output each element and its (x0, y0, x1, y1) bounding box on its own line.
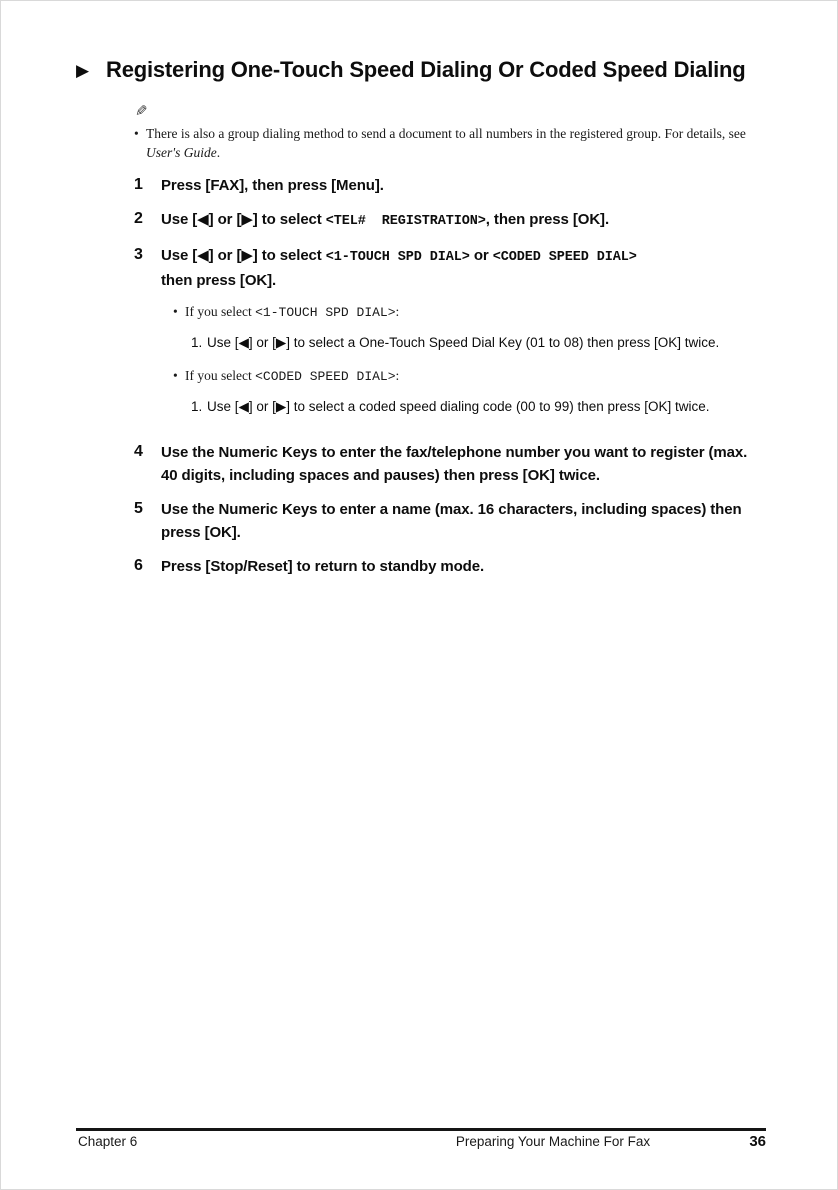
step-text-segment: Use [◀] or [▶] to select (161, 211, 326, 228)
footer-chapter: Chapter 6 (78, 1134, 138, 1149)
lcd-code: <CODED SPEED DIAL> (255, 369, 396, 384)
step-text (161, 208, 753, 233)
step-number: 5 (134, 500, 143, 517)
sub-option-1-instruction (191, 333, 753, 352)
sub-condition-text (185, 366, 399, 386)
step-text: Use the Numeric Keys to enter the fax/telephone number you want to register (max. 40 digits, including spaces and pauses) then press [OK] twice. (161, 444, 748, 484)
lcd-code: <TEL# REGISTRATION> (325, 214, 486, 229)
step-text: Press [FAX], then press [Menu]. (161, 177, 384, 194)
step-3-sub-options (161, 302, 753, 416)
step-number: 6 (134, 557, 143, 574)
page-content (1, 1, 837, 578)
step-3-line-2: then press [OK]. (161, 272, 277, 289)
section-arrow-icon: ▶ (76, 61, 90, 80)
sub-item-text: Use [◀] or [▶] to select a One-Touch Speed Dial Key (01 to 08) then press [OK] twice. (207, 335, 720, 350)
step-text-segment: or (469, 247, 493, 264)
sub-text-segment: If you select (185, 368, 256, 383)
step-3-line-1 (161, 244, 753, 269)
lcd-code: <1-TOUCH SPD DIAL> (325, 250, 470, 265)
sub-text-segment: : (395, 304, 400, 319)
bullet: • (173, 304, 178, 319)
step-6 (134, 555, 764, 578)
step-number: 2 (134, 210, 143, 227)
step-text: Use the Numeric Keys to enter a name (max. 16 characters, including spaces) then press [OK]. (161, 501, 742, 541)
footer-row (76, 1134, 766, 1152)
step-number: 1 (134, 176, 143, 193)
note-bullet: • (134, 126, 139, 141)
sub-item-text: Use [◀] or [▶] to select a coded speed dialing code (00 to 99) then press [OK] twice. (207, 399, 710, 414)
footer-section-title: Preparing Your Machine For Fax (455, 1134, 651, 1149)
sub-option-2-instruction (191, 397, 753, 416)
step-number: 4 (134, 443, 143, 460)
users-guide-reference: User's Guide (146, 145, 217, 160)
note-line (134, 124, 779, 162)
sub-item-number: 1. (191, 399, 203, 414)
step-4 (134, 441, 764, 487)
step-text (161, 244, 753, 430)
sub-item-number: 1. (191, 335, 203, 350)
footer-rule (76, 1128, 766, 1131)
bullet: • (173, 368, 178, 383)
step-number: 3 (134, 246, 143, 263)
step-2 (134, 208, 764, 233)
step-5 (134, 498, 764, 544)
step-text-segment: , then press [OK]. (485, 211, 610, 228)
pencil-icon: ✎ (135, 103, 148, 120)
lcd-code: <CODED SPEED DIAL> (492, 250, 637, 265)
page-footer (76, 1128, 766, 1152)
sub-text-segment: : (395, 368, 400, 383)
section-title-row (76, 57, 764, 84)
step-3 (134, 244, 764, 430)
note-text-before: There is also a group dialing method to send a document to all numbers in the registered group. For details, see (146, 126, 746, 141)
step-text: Press [Stop/Reset] to return to standby mode. (161, 558, 485, 575)
sub-option-2-condition (173, 366, 753, 386)
sub-condition-text (185, 302, 399, 322)
note-block (76, 84, 764, 162)
step-text-segment: Use [◀] or [▶] to select (161, 247, 326, 264)
lcd-code: <1-TOUCH SPD DIAL> (255, 305, 396, 320)
sub-option-1-condition (173, 302, 753, 322)
footer-page-number: 36 (749, 1133, 766, 1150)
sub-text-segment: If you select (185, 304, 256, 319)
note-text (146, 124, 779, 162)
note-text-after: . (216, 145, 221, 160)
step-1 (134, 174, 764, 197)
instruction-steps (134, 174, 764, 578)
page-title: Registering One-Touch Speed Dialing Or Coded Speed Dialing (106, 57, 746, 82)
